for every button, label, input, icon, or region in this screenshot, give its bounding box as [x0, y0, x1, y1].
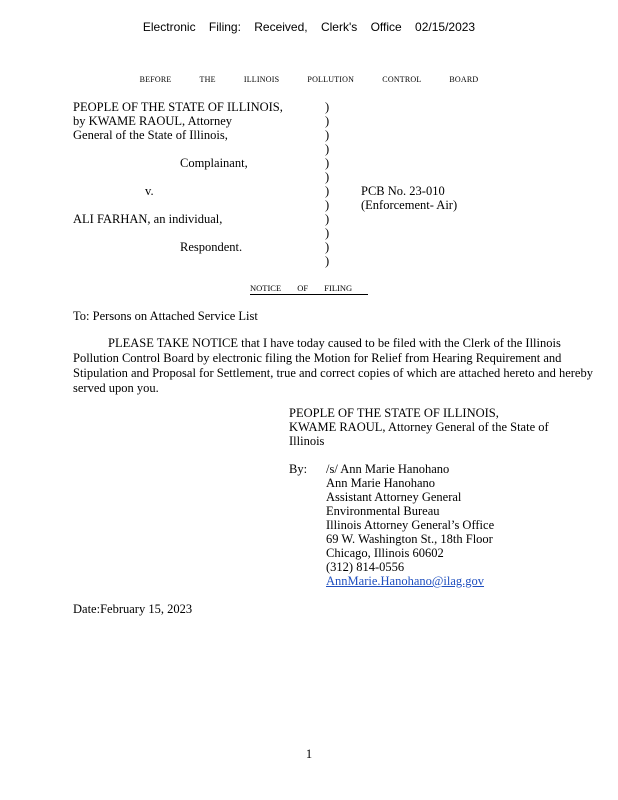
plaintiff-line-2: by KWAME RAOUL, Attorney [73, 114, 233, 128]
filing-stamp: Electronic Filing: Received, Clerk's Office 02/15/2023 [142, 20, 476, 34]
plaintiff-line-3: General of the State of Illinois, [73, 128, 228, 142]
by-label: By: [289, 462, 308, 476]
case-number: PCB No. 23-010 [361, 184, 445, 198]
city-address: Chicago, Illinois 60602 [326, 546, 444, 560]
versus-label: v. [145, 184, 154, 198]
bureau-name: Environmental Bureau [326, 504, 440, 518]
case-type: (Enforcement- Air) [361, 198, 458, 212]
complainant-label: Complainant, [180, 156, 248, 170]
office-name: Illinois Attorney General’s Office [326, 518, 495, 532]
electronic-signature: /s/ Ann Marie Hanohano [326, 462, 450, 476]
attorney-title: Assistant Attorney General [326, 490, 462, 504]
caption-parenthesis-column: ) ) ) ) ) ) ) ) ) ) ) ) [325, 100, 330, 268]
to-line: To: Persons on Attached Service List [73, 309, 258, 323]
street-address: 69 W. Washington St., 18th Floor [326, 532, 493, 546]
signature-party-line-3: Illinois [289, 434, 325, 448]
defendant-name: ALI FARHAN, an individual, [73, 212, 223, 226]
date-line: Date:February 15, 2023 [73, 602, 193, 616]
phone-number: (312) 814-0556 [326, 560, 405, 574]
respondent-label: Respondent. [180, 240, 243, 254]
board-title: BEFORE THE ILLINOIS POLLUTION CONTROL BOARD [139, 75, 479, 84]
attorney-name: Ann Marie Hanohano [326, 476, 435, 490]
notice-title: NOTICE OF FILING [250, 283, 368, 295]
plaintiff-line-1: PEOPLE OF THE STATE OF ILLINOIS, [73, 100, 283, 114]
email-link[interactable]: AnnMarie.Hanohano@ilag.gov [326, 574, 485, 588]
notice-body-paragraph: PLEASE TAKE NOTICE that I have today caused to be filed with the Clerk of the Illinois Pollution Control Board by electronic filing the Motion for Relief from Hearing Requirement and Stipulation and Proposal for Settlement, true and correct copies of which are attached hereto and hereby served upon you. [73, 336, 593, 395]
signature-party-line-1: PEOPLE OF THE STATE OF ILLINOIS, [289, 406, 499, 420]
page-number: 1 [305, 747, 313, 761]
signature-party-line-2: KWAME RAOUL, Attorney General of the State of [289, 420, 549, 434]
